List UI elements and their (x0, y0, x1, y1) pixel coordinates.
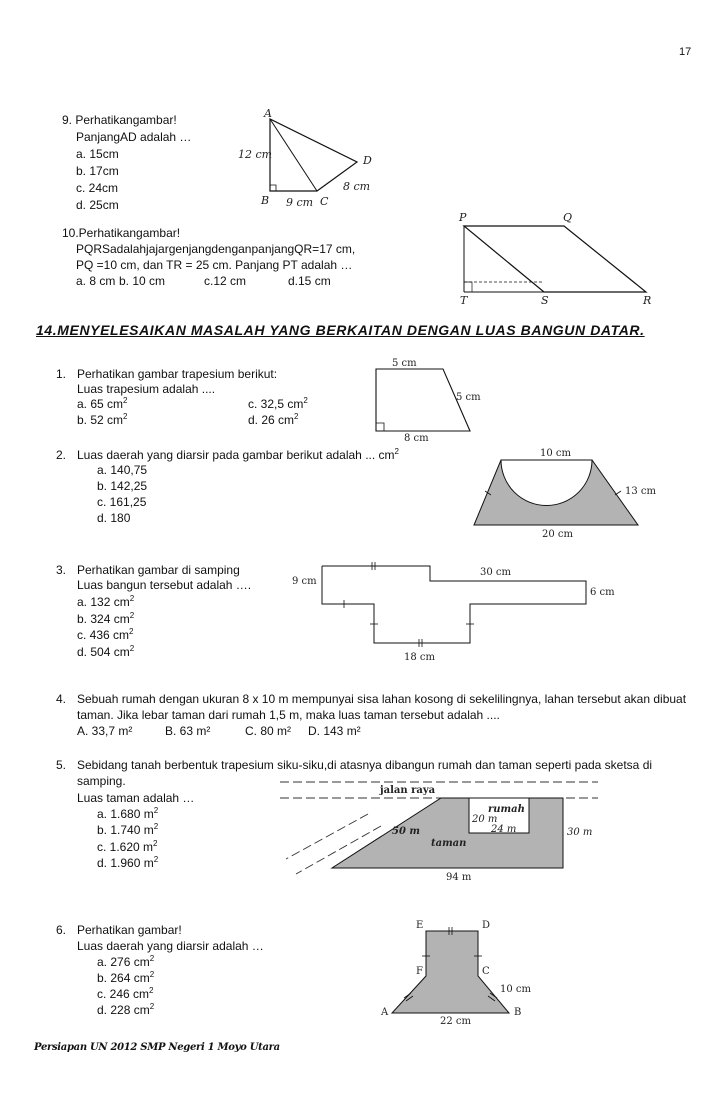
q10-label-q: Q (563, 211, 573, 224)
q1-label-top: 5 cm (392, 358, 417, 369)
q5-line2: samping. (77, 774, 126, 788)
q1-option-a: a. 65 $cm^2$ (77, 396, 128, 411)
q6-option-d: d. 228 $cm^2$ (97, 1002, 155, 1017)
q1-text: Perhatikan gambar trapesium berikut: (77, 367, 278, 381)
q9-label-c: C (320, 195, 329, 208)
q6-option-c: c. 246 $cm^2$ (97, 986, 154, 1001)
q3-option-b: b. 324 $cm^2$ (77, 611, 135, 626)
q6-label-a: A (381, 1007, 389, 1018)
q9-title: 9. Perhatikangambar! (62, 113, 177, 127)
q6-text: Perhatikan gambar! (77, 923, 182, 937)
q4-option-a: A. 33,7 m² (77, 724, 133, 738)
section-heading: 14.MENYELESAIKAN MASALAH YANG BERKAITAN DENGAN LUAS BANGUN DATAR. (36, 322, 645, 338)
q9-label-cd: 8 cm (343, 180, 371, 193)
q5-figure (276, 774, 606, 886)
q5-label-b94: 94 m (446, 872, 472, 883)
q3-text: Perhatikan gambar di samping (77, 563, 240, 577)
q9-option-a: a. 15cm (76, 147, 119, 161)
q5-option-a: a. 1.680 $m^2$ (97, 806, 159, 821)
q6-text2: Luas daerah yang diarsir adalah … (77, 939, 264, 953)
q10-figure (452, 208, 662, 308)
q1-figure (370, 355, 490, 445)
q4-number: 4. (56, 692, 67, 706)
q1-label-bottom: 8 cm (404, 433, 429, 444)
q4-option-b: B. 63 m² (165, 724, 211, 738)
q6-label-base: 22 cm (440, 1016, 471, 1027)
q2-option-b: b. 142,25 (97, 479, 148, 493)
q2-label-bottom: 20 cm (542, 529, 573, 540)
q9-label-d: D (363, 154, 372, 167)
q1-option-d: d. 26 $cm^2$ (248, 412, 299, 427)
q4-option-d: D. 143 m² (308, 724, 361, 738)
q5-option-b: b. 1.740 $m^2$ (97, 822, 159, 837)
q3-option-a: a. 132 $cm^2$ (77, 594, 135, 609)
q9-label-a: A (264, 107, 272, 120)
q9-figure (232, 105, 382, 211)
q6-label-side: 10 cm (500, 984, 531, 995)
q10-label-p: P (459, 211, 467, 224)
q10-label-r: R (643, 294, 652, 307)
q9-label-b: B (261, 194, 270, 207)
q10-line2: PQ =10 cm, dan TR = 25 cm. Panjang PT adalah … (76, 258, 353, 272)
q1-label-slant: 5 cm (456, 392, 481, 403)
q5-label-garden: taman (431, 838, 467, 849)
q1-text2: Luas trapesium adalah .... (77, 382, 216, 396)
q6-option-a: a. 276 $cm^2$ (97, 954, 155, 969)
q5-label-w24: 24 m (491, 824, 517, 835)
q3-label-bottom: 18 cm (404, 652, 435, 663)
q5-label-road: jalan raya (380, 785, 436, 796)
q6-figure (378, 916, 553, 1028)
q5-number: 5. (56, 758, 67, 772)
q3-figure (288, 553, 628, 668)
q10-label-s: S (541, 294, 549, 307)
q9-option-b: b. 17cm (76, 164, 119, 178)
q10-option-b: b. 10 cm (119, 274, 166, 288)
q9-label-ab: 12 cm (238, 148, 273, 161)
q6-label-c: C (482, 966, 490, 977)
q5-label-s50: 50 m (392, 826, 420, 837)
q10-title: 10.Perhatikangambar! (62, 226, 181, 240)
q4-line1: Sebuah rumah dengan ukuran 8 x 10 m mempunyai sisa lahan kosong di sekelilingnya, lahan tersebut akan dibuat (77, 692, 687, 706)
q4-option-c: C. 80 m² (245, 724, 292, 738)
q3-text2: Luas bangun tersebut adalah …. (77, 578, 252, 592)
q6-option-b: b. 264 $cm^2$ (97, 970, 155, 985)
q9-option-d: d. 25cm (76, 198, 119, 212)
q9-option-c: c. 24cm (76, 181, 119, 195)
q3-option-c: c. 436 $cm^2$ (77, 627, 134, 642)
q2-option-d: d. 180 (97, 511, 131, 525)
q3-option-d: d. 504 $cm^2$ (77, 644, 135, 659)
q10-option-a: a. 8 cm (76, 274, 116, 288)
q6-label-f: F (416, 966, 423, 977)
q2-text: Luas daerah yang diarsir pada gambar berikut adalah ... $cm^2$ (77, 447, 399, 462)
q6-label-b: B (514, 1007, 522, 1018)
q5-label-h30: 30 m (567, 827, 593, 838)
q1-option-c: c. 32,5 $cm^2$ (248, 396, 308, 411)
q9-question: PanjangAD adalah … (76, 130, 192, 144)
q5-line1: Sebidang tanah berbentuk trapesium siku-siku,di atasnya dibangun rumah dan taman seperti pada sketsa di (77, 758, 653, 772)
q3-label-right: 6 cm (590, 587, 615, 598)
q2-label-top: 10 cm (540, 448, 571, 459)
q2-figure (468, 445, 668, 543)
q9-label-bc: 9 cm (286, 196, 314, 209)
q2-option-a: a. 140,75 (97, 463, 148, 477)
q10-line1: PQRSadalahjajargenjangdenganpanjangQR=17 cm, (76, 242, 356, 256)
q10-option-c: c.12 cm (204, 274, 247, 288)
q5-label-house: rumah (488, 804, 525, 815)
q1-number: 1. (56, 367, 67, 381)
q6-label-e: E (416, 920, 424, 931)
q5-option-d: d. 1.960 $m^2$ (97, 855, 159, 870)
q3-number: 3. (56, 563, 67, 577)
q5-text3: Luas taman adalah … (77, 791, 195, 805)
q2-label-side: 13 cm (625, 486, 656, 497)
q3-label-top: 30 cm (480, 567, 511, 578)
q4-line2: taman. Jika lebar taman dari rumah 1,5 m, maka luas taman tersebut adalah .... (77, 708, 500, 722)
q10-option-d: d.15 cm (288, 274, 331, 288)
q2-option-c: c. 161,25 (97, 495, 147, 509)
q6-label-d: D (482, 920, 491, 931)
q1-option-b: b. 52 $cm^2$ (77, 412, 128, 427)
q6-number: 6. (56, 923, 67, 937)
q5-label-h20: 20 m (472, 814, 498, 825)
q10-label-t: T (460, 294, 468, 307)
page-number: 17 (679, 46, 692, 58)
q3-label-left: 9 cm (292, 576, 317, 587)
page-footer: Persiapan UN 2012 SMP Negeri 1 Moyo Utara (34, 1042, 280, 1053)
q2-number: 2. (56, 448, 67, 462)
q5-option-c: c. 1.620 $m^2$ (97, 839, 158, 854)
